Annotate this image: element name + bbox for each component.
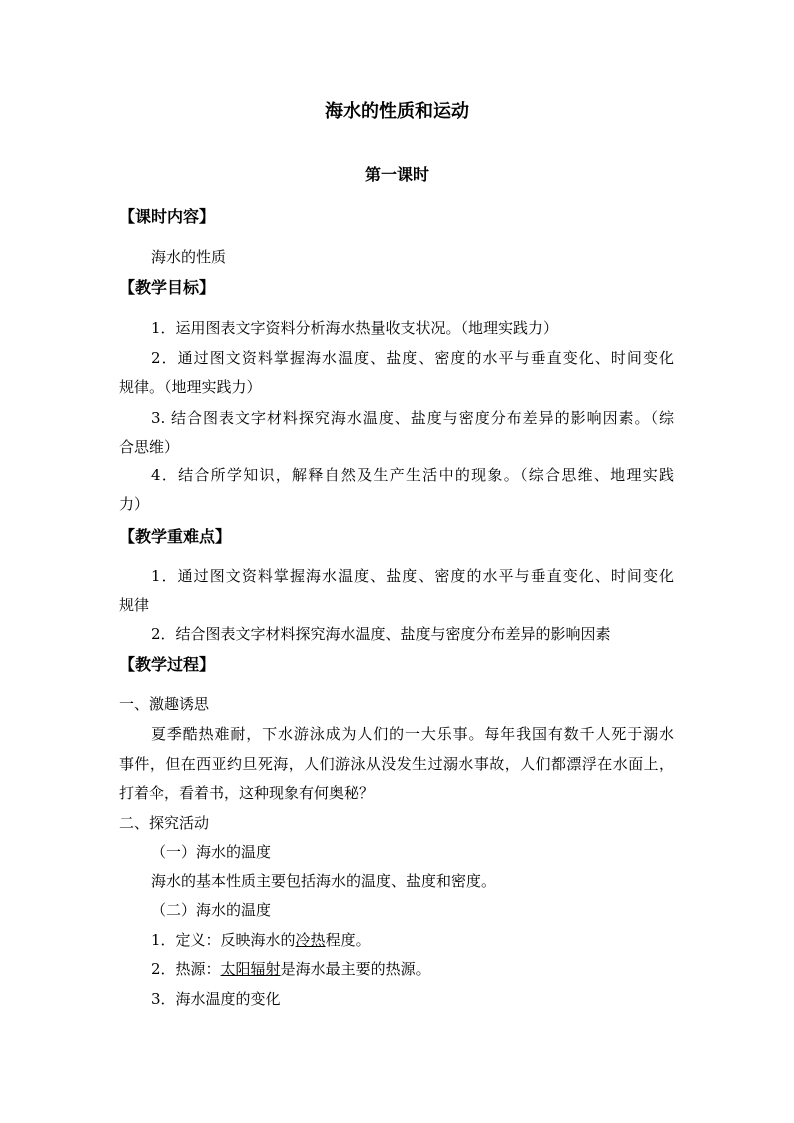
goal-item-4-line2: 力） — [119, 495, 150, 513]
item2-suffix: 是海水最主要的热源。 — [280, 960, 431, 978]
lesson-subtitle: 第一课时 — [364, 165, 429, 184]
goal-item-4-line1: 4．结合所学知识，解释自然及生产生活中的现象。（综合思维、地理实践 — [151, 466, 674, 484]
process-part2-item1 — [151, 930, 371, 950]
process-part1-title: 一、激趣诱思 — [119, 695, 210, 713]
process-part1-paragraph-line2: 事件，但在西亚约旦死海，人们游泳从没发生过溺水事故，人们都漂浮在水面上， — [119, 755, 674, 773]
goal-item-1: 1．运用图表文字资料分析海水热量收支状况。（地理实践力） — [151, 319, 559, 337]
goal-item-2-line1: 2．通过图文资料掌握海水温度、盐度、密度的水平与垂直变化、时间变化 — [151, 349, 674, 367]
section-heading-keypoints: 【教学重难点】 — [119, 527, 232, 546]
item2-prefix: 2．热源： — [151, 960, 221, 978]
item1-underlined-term: 冷热 — [295, 931, 326, 949]
section-heading-content: 【课时内容】 — [119, 207, 216, 226]
content-text: 海水的性质 — [151, 248, 227, 266]
goal-item-3-line2: 合思维） — [119, 438, 180, 456]
process-part1-paragraph-line3: 打着伞，看着书，这种现象有何奥秘？ — [119, 784, 375, 802]
process-part2-text1: 海水的基本性质主要包括海水的温度、盐度和密度。 — [151, 872, 497, 890]
item1-suffix: 程度。 — [325, 931, 371, 949]
keypoint-item-1-line1: 1．通过图文资料掌握海水温度、盐度、密度的水平与垂直变化、时间变化 — [151, 567, 674, 585]
keypoint-item-2: 2．结合图表文字材料探究海水温度、盐度与密度分布差异的影响因素 — [151, 625, 611, 643]
item2-underlined-term: 太阳辐射 — [220, 960, 281, 978]
process-part2-title: 二、探究活动 — [119, 814, 210, 832]
section-heading-process: 【教学过程】 — [119, 655, 216, 674]
goal-item-2-line2: 规律。（地理实践力） — [119, 378, 262, 396]
keypoint-item-1-line2: 规律 — [119, 596, 150, 614]
section-heading-goals: 【教学目标】 — [119, 278, 216, 297]
process-part2-item2 — [151, 959, 431, 979]
item1-prefix: 1．定义：反映海水的 — [151, 931, 296, 949]
process-part1-paragraph-line1: 夏季酷热难耐，下水游泳成为人们的一大乐事。每年我国有数千人死于溺水 — [151, 725, 674, 743]
process-part2-item3: 3．海水温度的变化 — [151, 990, 281, 1008]
process-part2-sub1: （一）海水的温度 — [151, 843, 272, 861]
document-title: 海水的性质和运动 — [325, 101, 469, 122]
process-part2-sub2: （二）海水的温度 — [151, 901, 272, 919]
goal-item-3-line1: 3. 结合图表文字材料探究海水温度、盐度与密度分布差异的影响因素。（综 — [151, 409, 674, 427]
